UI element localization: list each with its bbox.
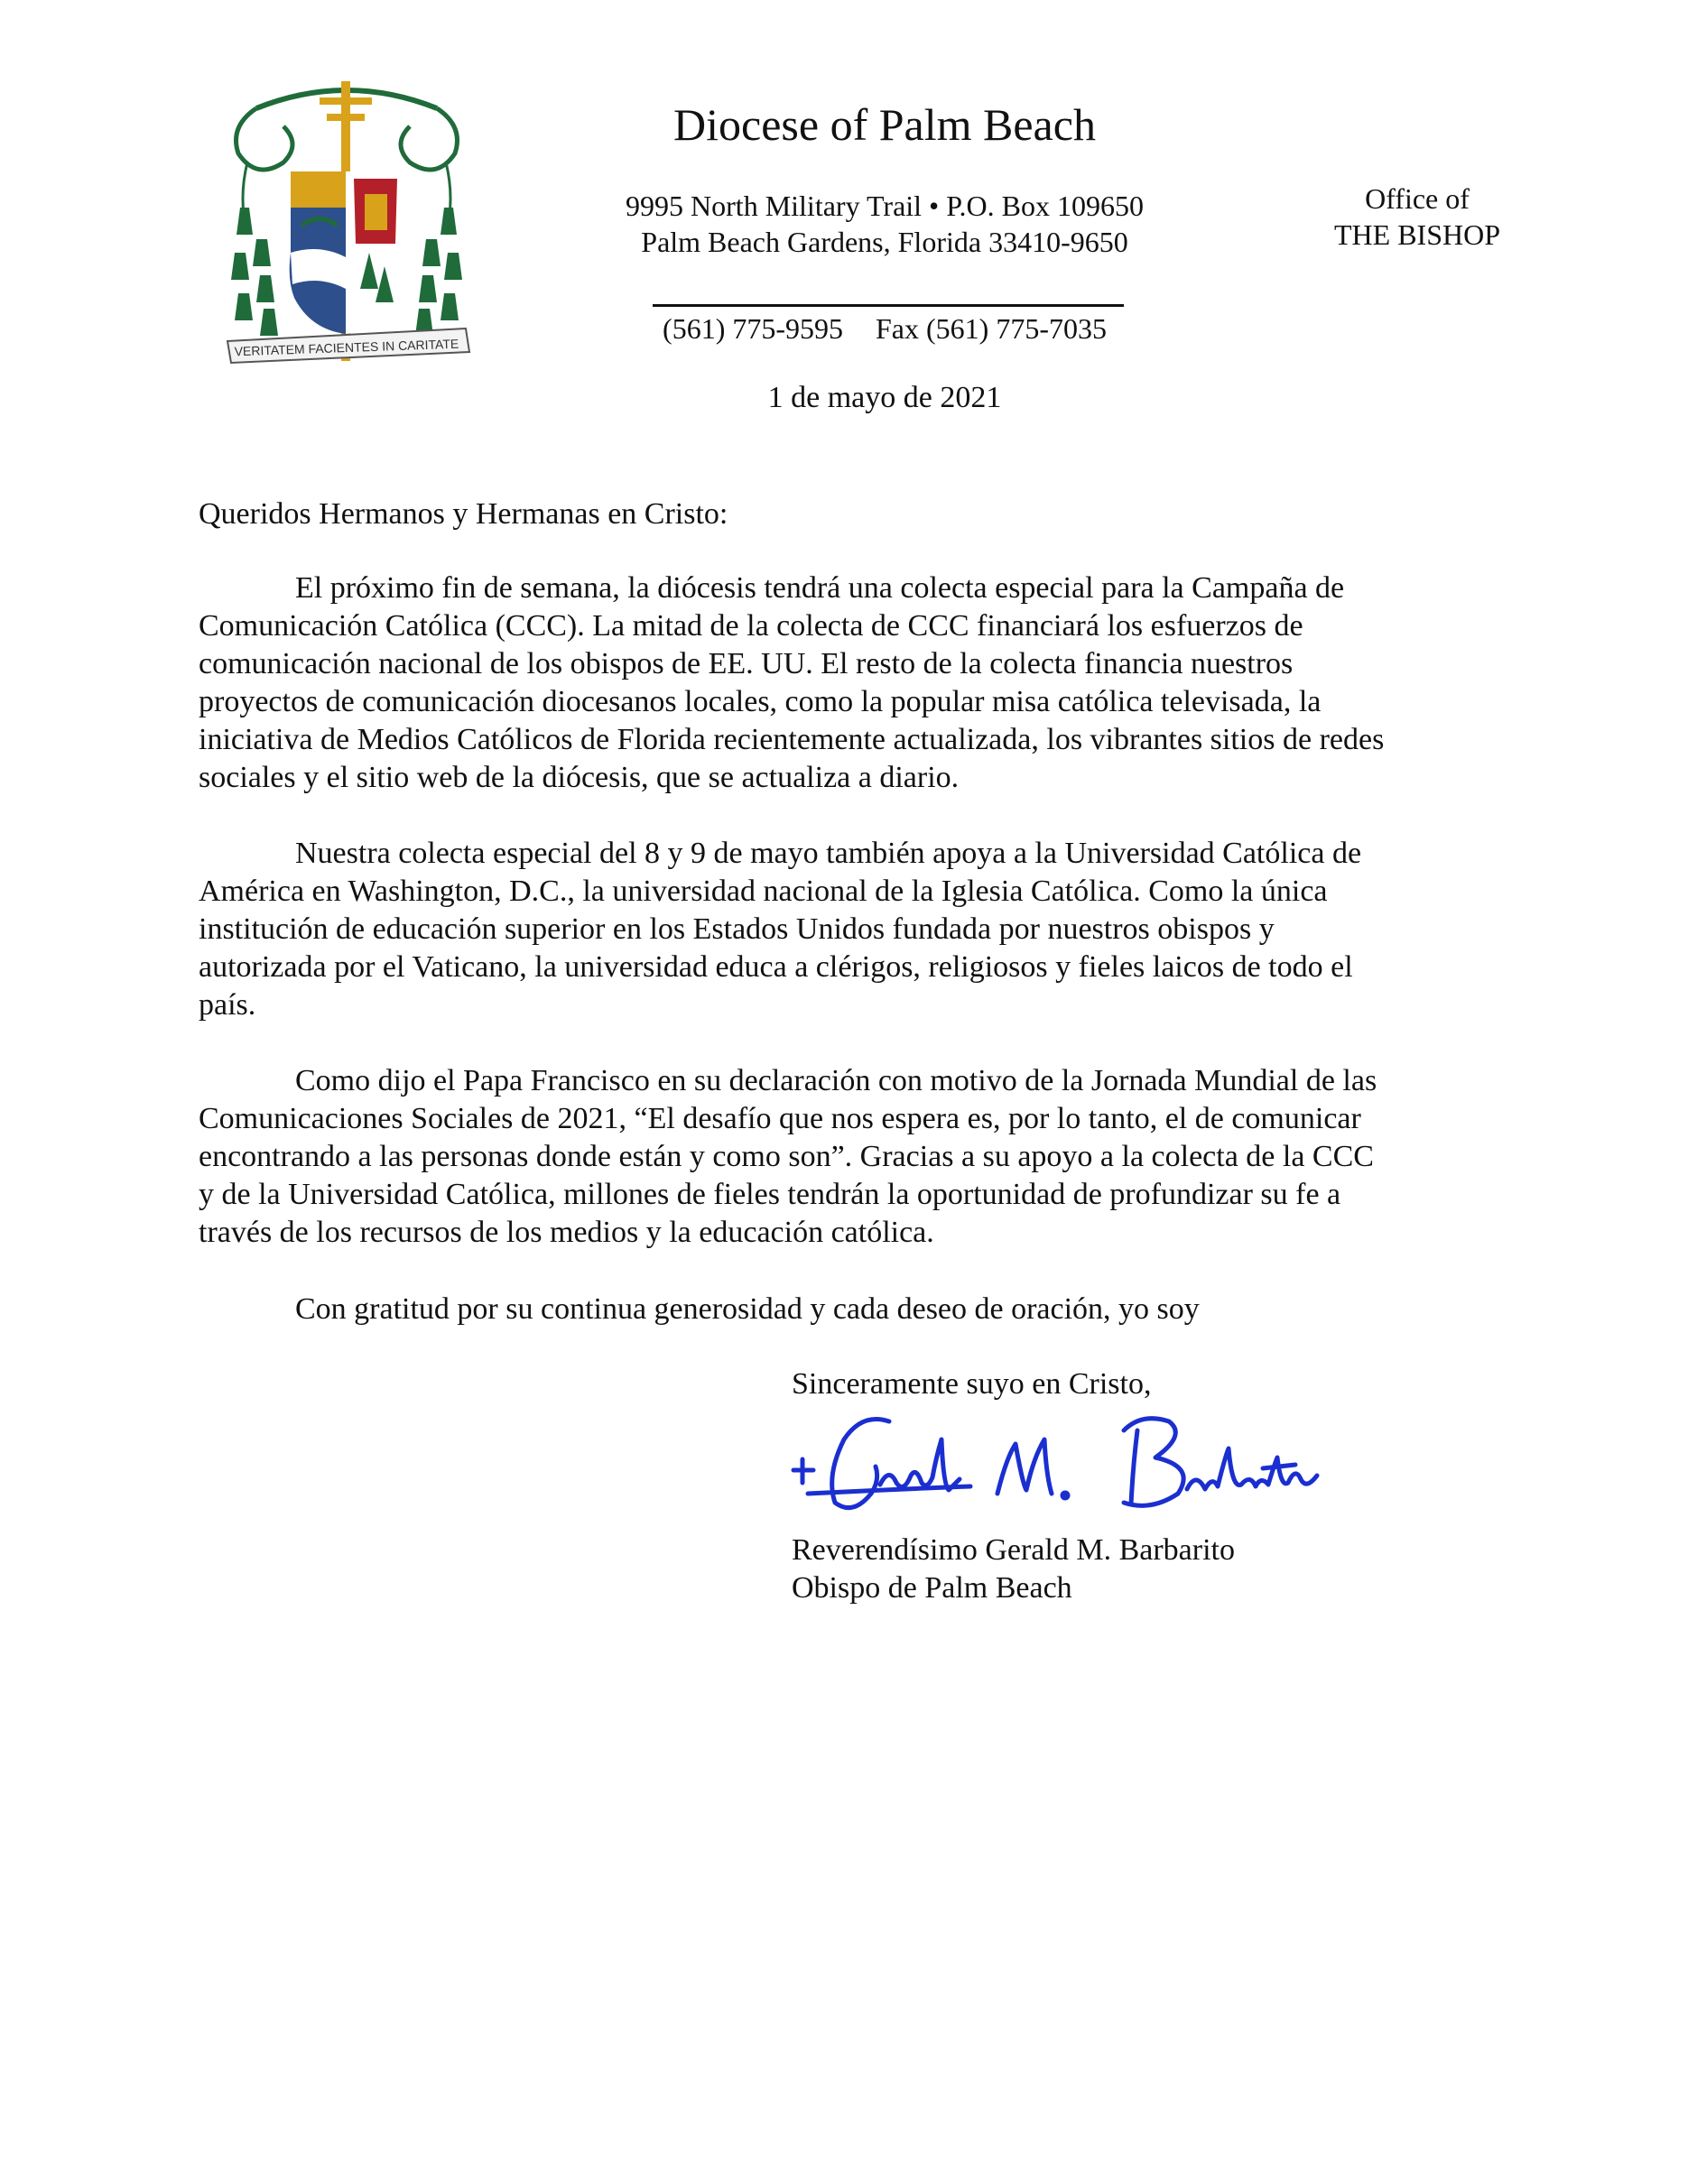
paragraph-line: través de los recursos de los medios y la educación católica. xyxy=(199,1216,934,1249)
address-block xyxy=(587,188,1183,260)
handwritten-signature-icon xyxy=(790,1403,1349,1530)
office-line-1: Office of xyxy=(1365,182,1470,215)
office-block xyxy=(1300,180,1535,253)
paragraph-line: Con gratitud por su continua generosidad y cada deseo de oración, yo soy xyxy=(295,1292,1200,1326)
body-paragraph-4 xyxy=(199,1291,1516,1328)
signer-block xyxy=(792,1532,1235,1607)
paragraph-line: América en Washington, D.C., la universidad nacional de la Iglesia Católica. Como la única xyxy=(199,875,1328,908)
paragraph-line: Nuestra colecta especial del 8 y 9 de mayo también apoya a la Universidad Católica de xyxy=(295,837,1362,870)
signer-title: Obispo de Palm Beach xyxy=(792,1571,1072,1605)
paragraph-line: Como dijo el Papa Francisco en su declaración con motivo de la Jornada Mundial de las xyxy=(295,1064,1377,1097)
coat-of-arms-icon xyxy=(220,72,473,379)
office-line-2: THE BISHOP xyxy=(1333,218,1500,251)
paragraph-line: comunicación nacional de los obispos de EE. UU. El resto de la colecta financia nuestros xyxy=(199,647,1294,680)
body-paragraph-3 xyxy=(199,1062,1516,1252)
body-paragraph-1 xyxy=(199,569,1516,797)
body-paragraph-2 xyxy=(199,835,1516,1024)
signer-name: Reverendísimo Gerald M. Barbarito xyxy=(792,1533,1235,1567)
paragraph-line: Comunicaciones Sociales de 2021, “El desafío que nos espera es, por lo tanto, el de comunicar xyxy=(199,1102,1361,1135)
paragraph-line: Comunicación Católica (CCC). La mitad de la colecta de CCC financiará los esfuerzos de xyxy=(199,609,1303,643)
address-line-1: 9995 North Military Trail • P.O. Box 109650 xyxy=(626,190,1144,222)
salutation: Queridos Hermanos y Hermanas en Cristo: xyxy=(199,497,728,531)
paragraph-line: encontrando a las personas donde están y como son”. Gracias a su apoyo a la colecta de la CCC xyxy=(199,1140,1374,1173)
paragraph-line: proyectos de comunicación diocesanos locales, como la popular misa católica televisada, la xyxy=(199,685,1322,718)
letter-date: 1 de mayo de 2021 xyxy=(767,381,1002,414)
paragraph-line: El próximo fin de semana, la diócesis tendrá una colecta especial para la Campaña de xyxy=(295,571,1345,605)
fax-number: Fax (561) 775-7035 xyxy=(876,312,1107,345)
paragraph-line: sociales y el sitio web de la diócesis, que se actualiza a diario. xyxy=(199,761,960,794)
contact-phones xyxy=(596,310,1173,347)
organization-name: Diocese of Palm Beach xyxy=(673,99,1096,150)
crest-motto: VERITATEM FACIENTES IN CARITATE xyxy=(234,336,459,359)
phone-number: (561) 775-9595 xyxy=(663,312,843,345)
paragraph-line: iniciativa de Medios Católicos de Florida recientemente actualizada, los vibrantes sitios de redes xyxy=(199,723,1385,756)
complimentary-closing: Sinceramente suyo en Cristo, xyxy=(792,1367,1152,1401)
letterhead-divider xyxy=(653,304,1124,307)
address-line-2: Palm Beach Gardens, Florida 33410-9650 xyxy=(641,226,1128,258)
paragraph-line: y de la Universidad Católica, millones de fieles tendrán la oportunidad de profundizar su fe a xyxy=(199,1178,1341,1211)
paragraph-line: autorizada por el Vaticano, la universidad educa a clérigos, religiosos y fieles laicos de todo el xyxy=(199,950,1353,984)
paragraph-line: institución de educación superior en los Estados Unidos fundada por nuestros obispos y xyxy=(199,912,1275,946)
paragraph-line: país. xyxy=(199,988,256,1022)
